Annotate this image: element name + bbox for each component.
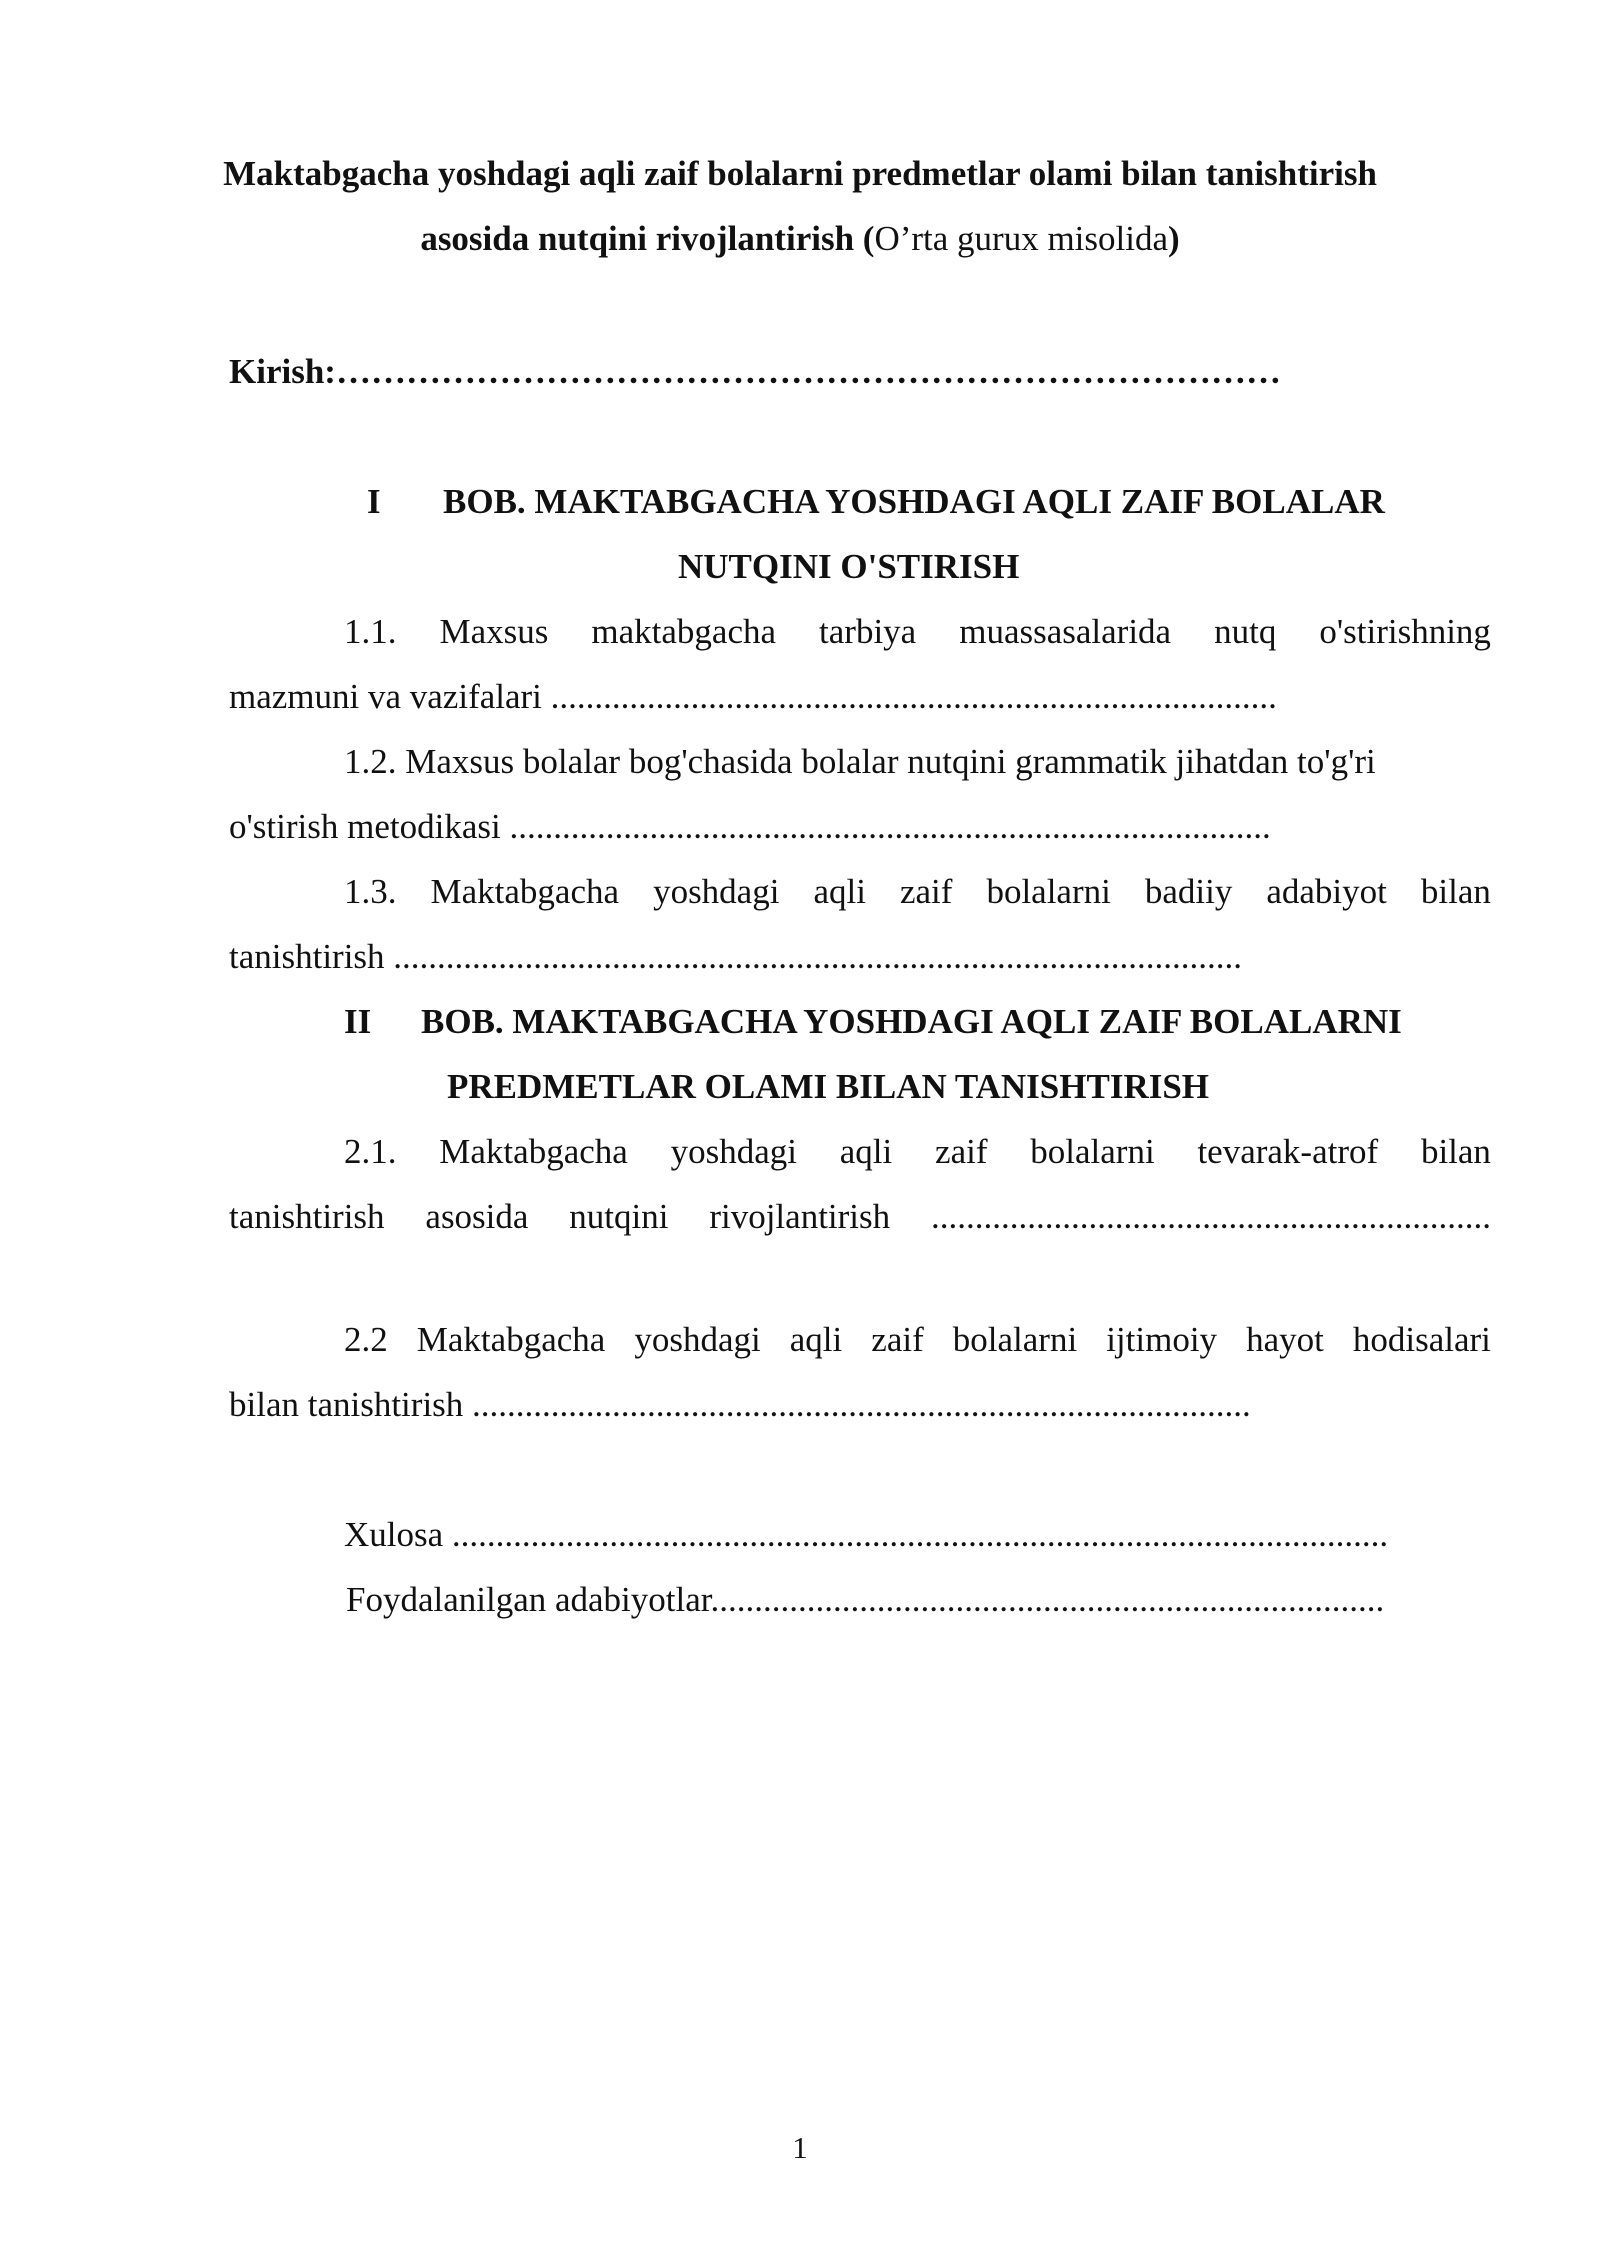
word: badiiy (1144, 872, 1233, 911)
chapter-1-title-line-1[interactable] (443, 480, 1385, 524)
word: 2.2 (344, 1320, 388, 1359)
toc-conclusion[interactable] (344, 1513, 1388, 1557)
dot-leader: ................................................................ (930, 1197, 1491, 1236)
toc-section-1-3-line-2[interactable] (229, 935, 1242, 979)
word: zaif (935, 1132, 988, 1171)
word: bilan (1420, 872, 1491, 911)
section-2-2-text-2: bilan tanishtirish ......................................................................................... (229, 1385, 1251, 1424)
title-paren-close: ) (1168, 219, 1180, 258)
section-1-3-text-2: tanishtirish ................................................................................................. (229, 937, 1243, 976)
word: Maktabgacha (416, 1320, 606, 1359)
word: 1.3. (344, 872, 397, 911)
word: 1.1. (344, 612, 397, 651)
page-number-text: 1 (792, 2130, 808, 2165)
word: rivojlantirish (709, 1197, 891, 1236)
word: bolalarni (952, 1320, 1078, 1359)
word: 2.1. (344, 1132, 397, 1171)
word: adabiyot (1266, 872, 1387, 911)
word: Maktabgacha (430, 872, 620, 911)
toc-section-1-2-line-1[interactable] (344, 740, 1376, 784)
chapter-1-title-text-1: BOB. MAKTABGACHA YOSHDAGI AQLI ZAIF BOLALAR (443, 482, 1385, 521)
chapter-1-numeral: I (367, 482, 381, 521)
word: aqli (789, 1320, 843, 1359)
word: aqli (839, 1132, 893, 1171)
toc-section-2-2-line-2[interactable] (229, 1383, 1251, 1427)
conclusion-text: Xulosa ........................................................................................................... (344, 1515, 1389, 1554)
section-1-2-text-2: o'stirish metodikasi ....................................................................................... (229, 807, 1271, 846)
word: yoshdagi (653, 872, 780, 911)
chapter-2-title-line-1[interactable] (421, 1000, 1402, 1044)
chapter-2-number (344, 1000, 371, 1044)
intro-dots: ……………………………………………………………………… (335, 352, 1281, 391)
word: aqli (813, 872, 866, 911)
section-1-2-text-1: 1.2. Maxsus bolalar bog'chasida bolalar nutqini grammatik jihatdan to'g'ri (344, 742, 1376, 781)
toc-section-1-1-line-1[interactable] (344, 610, 1491, 654)
chapter-1-title-text-2: NUTQINI O'STIRISH (678, 547, 1020, 586)
word: maktabgacha (591, 612, 777, 651)
word: tarbiya (819, 612, 917, 651)
word: zaif (899, 872, 953, 911)
word: bolalarni (986, 872, 1111, 911)
chapter-2-title-text-1: BOB. MAKTABGACHA YOSHDAGI AQLI ZAIF BOLALARNI (421, 1002, 1402, 1041)
word: bilan (1420, 1132, 1491, 1171)
word: zaif (871, 1320, 924, 1359)
word: tevarak-atrof (1197, 1132, 1379, 1171)
word: nutqini (569, 1197, 669, 1236)
page-number (0, 2128, 1600, 2168)
document-title-line-2 (0, 217, 1600, 261)
toc-section-2-1-line-2[interactable] (229, 1195, 1491, 1239)
word: asosida (425, 1197, 529, 1236)
word: hayot (1246, 1320, 1324, 1359)
toc-section-1-1-line-2[interactable] (229, 675, 1277, 719)
word: Maktabgacha (439, 1132, 628, 1171)
word: hodisalari (1352, 1320, 1491, 1359)
chapter-2-title-text-2: PREDMETLAR OLAMI BILAN TANISHTIRISH (447, 1067, 1210, 1106)
word: Maxsus (439, 612, 549, 651)
word: muassasalarida (959, 612, 1172, 651)
intro-label: Kirish: (229, 352, 336, 391)
word: nutq (1214, 612, 1277, 651)
word: o'stirishning (1319, 612, 1491, 651)
section-1-1-text-2: mazmuni va vazifalari ................................................................................... (229, 677, 1277, 716)
word: yoshdagi (670, 1132, 797, 1171)
word: ijtimoiy (1106, 1320, 1218, 1359)
chapter-2-title-line-2[interactable] (447, 1065, 1209, 1109)
chapter-1-number (367, 480, 381, 524)
toc-section-1-2-line-2[interactable] (229, 805, 1271, 849)
title-subtitle: O’rta gurux misolida (874, 219, 1169, 258)
chapter-2-numeral: II (344, 1002, 372, 1041)
toc-intro[interactable] (229, 350, 1281, 394)
references-text: Foydalanilgan adabiyotlar............................................................................. (346, 1580, 1385, 1619)
title-text-1: Maktabgacha yoshdagi aqli zaif bolalarni predmetlar olami bilan tanishtirish (223, 154, 1377, 193)
toc-references[interactable] (346, 1578, 1384, 1622)
title-text-2: asosida nutqini rivojlantirish ( (420, 219, 875, 258)
toc-section-2-1-line-1[interactable] (344, 1130, 1491, 1174)
word: yoshdagi (634, 1320, 761, 1359)
word: tanishtirish (229, 1197, 385, 1236)
toc-section-2-2-line-1[interactable] (344, 1318, 1491, 1362)
chapter-1-title-line-2[interactable] (678, 545, 1019, 589)
toc-section-1-3-line-1[interactable] (344, 870, 1491, 914)
word: bolalarni (1030, 1132, 1155, 1171)
document-title-line-1 (0, 152, 1600, 196)
